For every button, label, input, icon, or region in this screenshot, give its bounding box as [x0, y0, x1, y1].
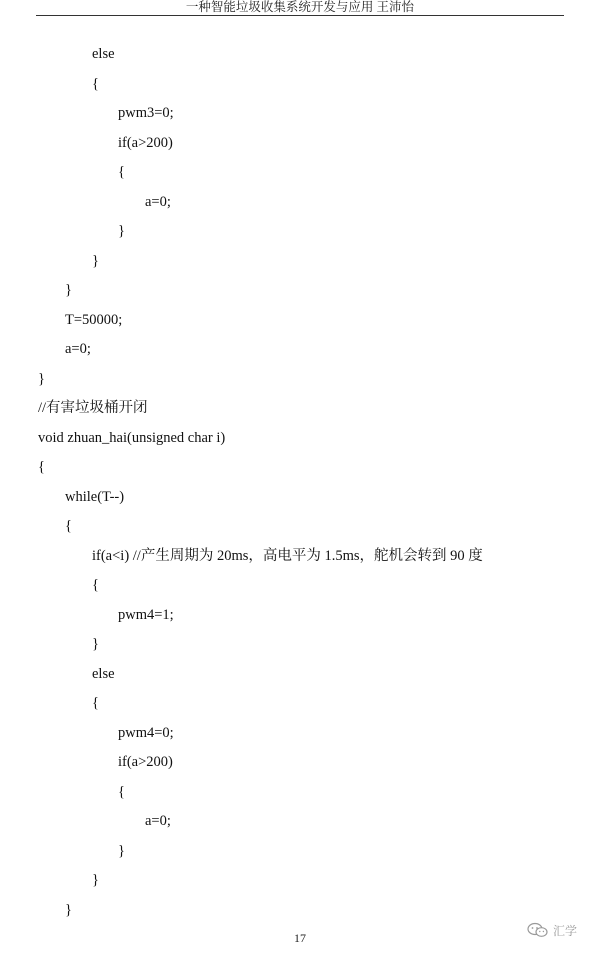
code-line: } [118, 843, 125, 859]
code-line: } [92, 872, 99, 888]
code-line: while(T--) [65, 489, 125, 505]
code-line: } [118, 223, 125, 239]
code-line: T=50000; [65, 312, 123, 328]
code-line: pwm4=0; [118, 725, 174, 741]
page-number: 17 [294, 931, 306, 945]
code-line: { [118, 784, 125, 800]
code-line: } [65, 902, 72, 918]
code-line: else [92, 46, 115, 62]
code-line: if(a>200) [118, 754, 173, 770]
code-line: pwm4=1; [118, 607, 174, 623]
code-line: } [38, 371, 45, 387]
running-header: 一种智能垃圾收集系统开发与应用 王沛怡 [36, 0, 564, 16]
watermark [527, 920, 577, 940]
code-line: a=0; [65, 341, 91, 357]
code-line: a=0; [145, 813, 171, 829]
watermark-text: 汇学 [553, 923, 578, 938]
code-line: { [92, 76, 99, 92]
code-comment: //有害垃圾桶开闭 [38, 400, 148, 416]
code-line: } [92, 253, 99, 269]
function-signature: void zhuan_hai(unsigned char i) [38, 430, 226, 446]
code-line-with-comment: if(a<i) //产生周期为 20ms，高电平为 1.5ms，舵机会转到 90 度 [92, 548, 483, 564]
code-line: { [92, 577, 99, 593]
wechat-icon [527, 922, 549, 938]
code-line: { [118, 164, 125, 180]
code-line: a=0; [145, 194, 171, 210]
code-line: { [38, 459, 45, 475]
code-line: else [92, 666, 115, 682]
code-line: { [65, 518, 72, 534]
code-line: } [92, 636, 99, 652]
code-line: } [65, 282, 72, 298]
code-line: pwm3=0; [118, 105, 174, 121]
code-line: if(a>200) [118, 135, 173, 151]
code-line: { [92, 695, 99, 711]
